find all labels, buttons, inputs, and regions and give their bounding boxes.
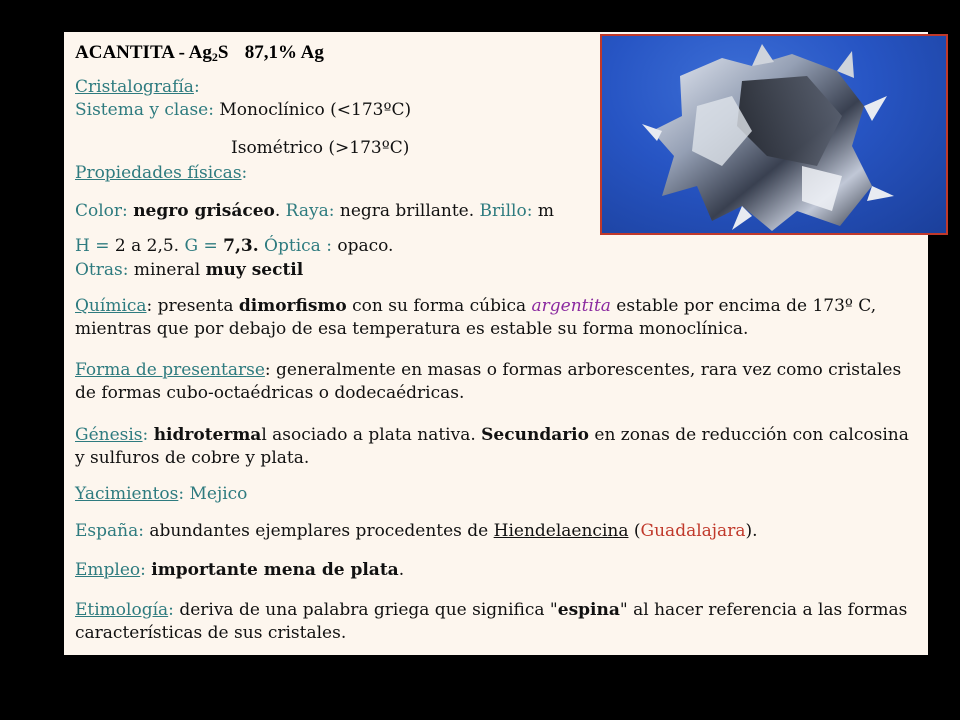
- h-value: 2 a 2,5.: [114, 236, 185, 256]
- genesis-bold-1: hidroterma: [153, 425, 262, 445]
- espana-open: (: [628, 521, 641, 541]
- quimica-text-3: estable por encima de 173º C, mientras que por debajo de esa temperatura es estable su forma monoclínica.: [75, 296, 877, 339]
- yacimientos-line: [75, 483, 247, 505]
- quimica-italic-argentita: argentita: [531, 296, 611, 316]
- genesis-paragraph: [75, 424, 921, 470]
- color-line: [75, 200, 554, 222]
- sistema-line-2: [231, 137, 409, 159]
- mineral-title: [75, 42, 324, 68]
- espana-line: [75, 520, 758, 542]
- g-label: G =: [184, 236, 224, 256]
- mineral-photo: [600, 34, 948, 235]
- brillo-value: m: [532, 201, 554, 221]
- propiedades-line: [75, 162, 247, 184]
- color-dot: .: [274, 201, 286, 221]
- raya-label: Raya:: [285, 201, 335, 221]
- forma-text: : generalmente en masas o formas arborescentes, rara vez como cristales de formas cubo-octaédricas o dodecaédricas.: [75, 360, 902, 403]
- empleo-dot: .: [398, 560, 405, 580]
- espana-close: ).: [745, 521, 758, 541]
- propiedades-heading: Propiedades físicas: [75, 163, 242, 183]
- espana-province: Guadalajara: [640, 521, 746, 541]
- espana-label: España:: [75, 521, 144, 541]
- otras-value: muy sectil: [205, 260, 304, 280]
- acanthite-crystal-image: [602, 36, 946, 233]
- espana-place: Hiendelaencina: [493, 521, 629, 541]
- genesis-bold-2: Secundario: [481, 425, 589, 445]
- title-subscript: 2: [211, 50, 218, 64]
- sistema-value-2: Isométrico (>173ºC): [231, 138, 410, 158]
- color-value: negro grisáceo: [133, 201, 275, 221]
- forma-paragraph: [75, 359, 921, 405]
- quimica-text-2: con su forma cúbica: [346, 296, 532, 316]
- raya-value: negra brillante.: [334, 201, 480, 221]
- empleo-value: importante mena de plata: [151, 560, 399, 580]
- empleo-heading: Empleo: [75, 560, 141, 580]
- quimica-heading: Química: [75, 296, 147, 316]
- etimologia-bold: espina: [557, 600, 620, 620]
- etimologia-text-1: deriva de una palabra griega que significa ": [179, 600, 558, 620]
- sistema-line: [75, 99, 411, 121]
- sistema-label: Sistema y clase:: [75, 100, 214, 120]
- title-name: ACANTITA - Ag: [75, 42, 212, 63]
- otras-pre: mineral: [128, 260, 206, 280]
- forma-heading: Forma de presentarse: [75, 360, 265, 380]
- quimica-bold-1: dimorfismo: [238, 296, 347, 316]
- espana-text: abundantes ejemplares procedentes de: [143, 521, 494, 541]
- propiedades-colon: :: [241, 163, 248, 183]
- etimologia-heading: Etimología: [75, 600, 169, 620]
- brillo-label: Brillo:: [479, 201, 533, 221]
- quimica-text-1: : presenta: [146, 296, 239, 316]
- title-percent: 87,1% Ag: [244, 42, 324, 63]
- etimologia-text-2: " al hacer referencia a las formas características de sus cristales.: [75, 600, 908, 643]
- cristalografia-line: [75, 76, 200, 98]
- etimologia-colon: :: [168, 600, 180, 620]
- empleo-line: [75, 559, 404, 581]
- dureza-line: [75, 235, 393, 257]
- quimica-paragraph: [75, 295, 921, 341]
- g-value: 7,3.: [223, 236, 259, 256]
- sistema-value-1: Monoclínico (<173ºC): [213, 100, 412, 120]
- title-formula-end: S: [217, 42, 229, 63]
- otras-line: [75, 259, 303, 281]
- optica-label: Óptica :: [258, 236, 338, 256]
- h-label: H =: [75, 236, 115, 256]
- genesis-heading: Génesis: [75, 425, 143, 445]
- cristalografia-colon: :: [193, 77, 200, 97]
- genesis-text-2: en zonas de reducción con calcosina y sulfuros de cobre y plata.: [75, 425, 909, 468]
- empleo-colon: :: [140, 560, 152, 580]
- yacimientos-heading: Yacimientos: [75, 484, 179, 504]
- etimologia-paragraph: [75, 599, 921, 645]
- slide: [64, 32, 928, 655]
- yacimientos-value: : Mejico: [178, 484, 248, 504]
- cristalografia-heading: Cristalografía: [75, 77, 194, 97]
- genesis-text-1: l asociado a plata nativa.: [261, 425, 482, 445]
- genesis-colon: :: [142, 425, 154, 445]
- optica-value: opaco.: [337, 236, 394, 256]
- otras-label: Otras:: [75, 260, 129, 280]
- color-label: Color:: [75, 201, 128, 221]
